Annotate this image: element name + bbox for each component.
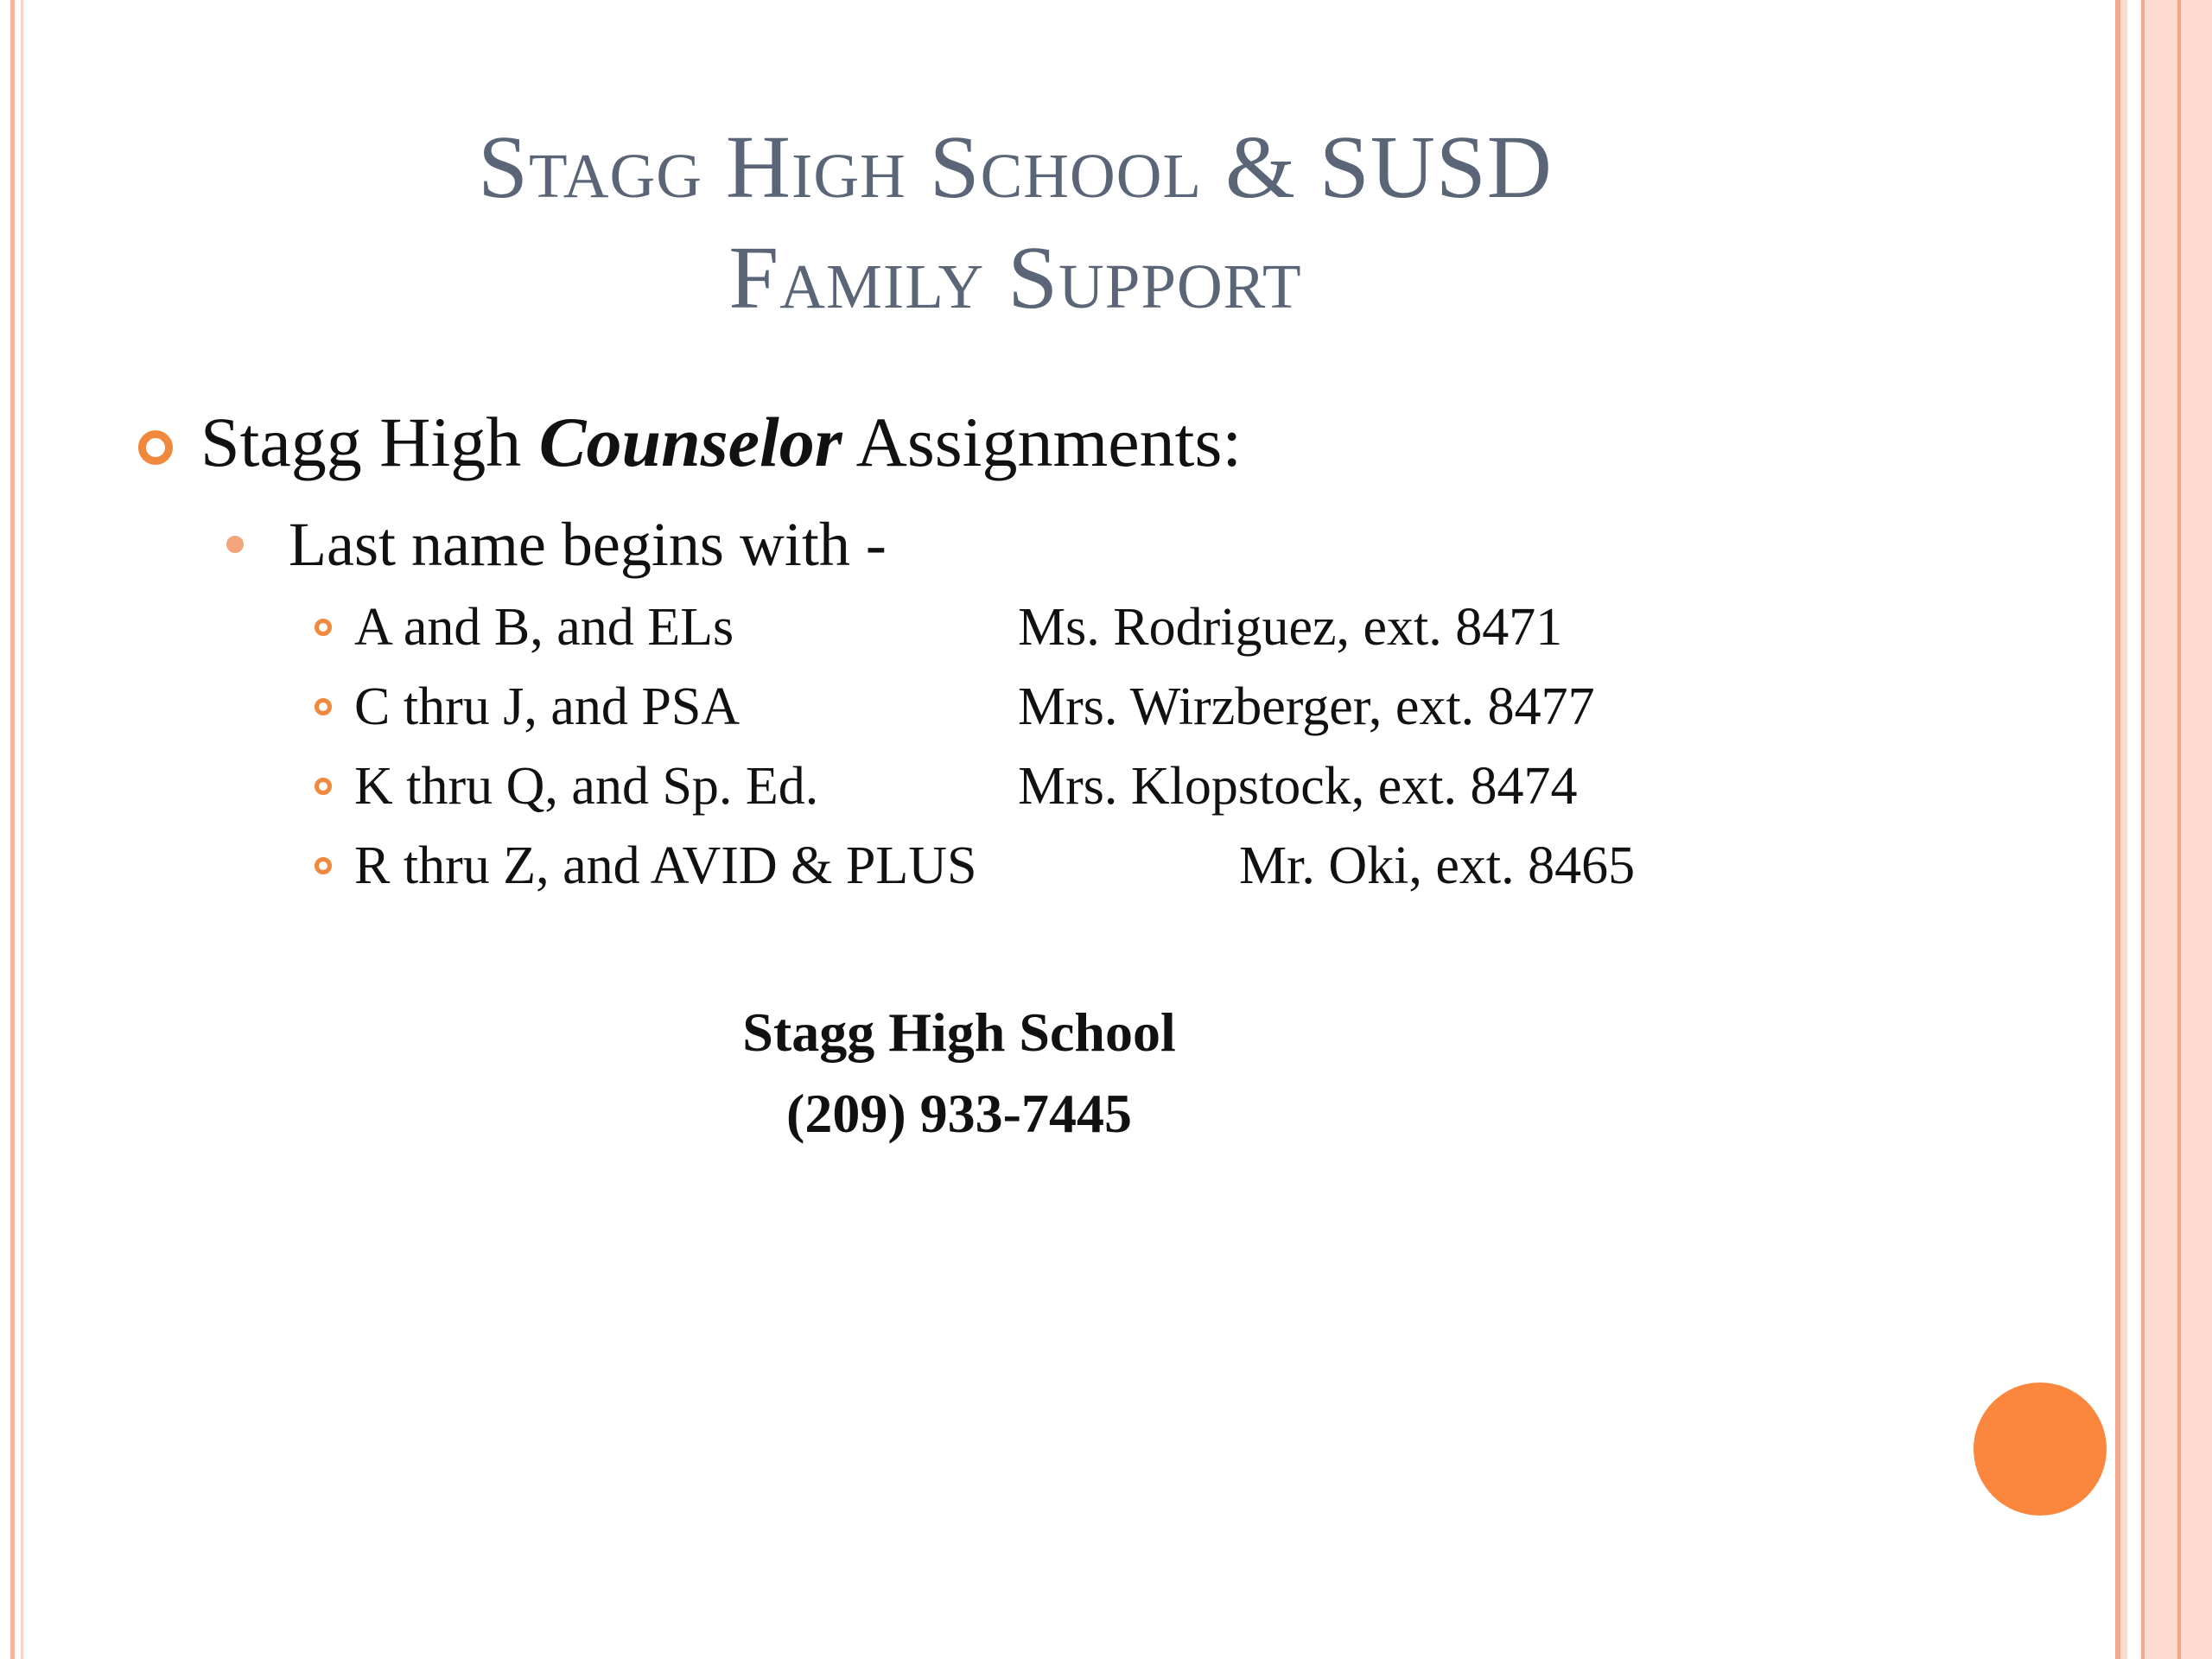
list-item: [311, 674, 1780, 753]
frame-line-right-3: [2177, 0, 2181, 1659]
subheading-text: Last name begins with -: [289, 510, 887, 579]
list-item: [311, 753, 1780, 833]
assignment-contact: Mrs. Klopstock, ext. 8474: [1018, 757, 1578, 816]
assignment-range: R thru Z, and AVID & PLUS: [354, 836, 977, 895]
heading-emphasis: Counselor: [538, 403, 842, 481]
list-item: [311, 594, 1780, 674]
title-line-1: Stagg High School & SUSD: [478, 118, 1553, 217]
assignment-contact: Mrs. Wirzberger, ext. 8477: [1018, 677, 1595, 736]
assignment-range: C thru J, and PSA: [354, 677, 741, 736]
frame-gap-right: [2127, 0, 2141, 1659]
orange-circle-decoration: [1974, 1382, 2107, 1516]
frame-line-right: [2115, 0, 2120, 1659]
assignment-range: K thru Q, and Sp. Ed.: [354, 757, 819, 816]
frame-line-left: [10, 0, 15, 1659]
frame-line-right-2: [2141, 0, 2145, 1659]
school-contact: [0, 992, 2212, 1154]
ring-bullet-icon: [315, 778, 332, 795]
counselor-heading-text: [200, 399, 1242, 486]
school-phone: (209) 933-7445: [786, 1083, 1132, 1144]
heading-suffix: Assignments:: [842, 403, 1243, 481]
heading-prefix: Stagg High: [200, 403, 539, 481]
ring-bullet-icon: [315, 698, 332, 715]
assignment-list: [311, 594, 1780, 912]
slide-title: [173, 112, 1858, 334]
ring-bullet-icon: [315, 857, 332, 874]
assignment-contact: Mr. Oki, ext. 8465: [1239, 836, 1636, 895]
ring-bullet-icon: [138, 430, 173, 465]
school-name: Stagg High School: [742, 1001, 1176, 1063]
title-line-2: Family Support: [728, 228, 1302, 327]
ring-bullet-icon: [315, 619, 332, 636]
dot-bullet-icon: [226, 536, 244, 553]
assignment-range: A and B, and ELs: [354, 598, 734, 657]
list-item: [311, 833, 1780, 912]
frame-line-left-inner: [21, 0, 23, 1659]
assignment-contact: Ms. Rodriguez, ext. 8471: [1018, 598, 1563, 657]
